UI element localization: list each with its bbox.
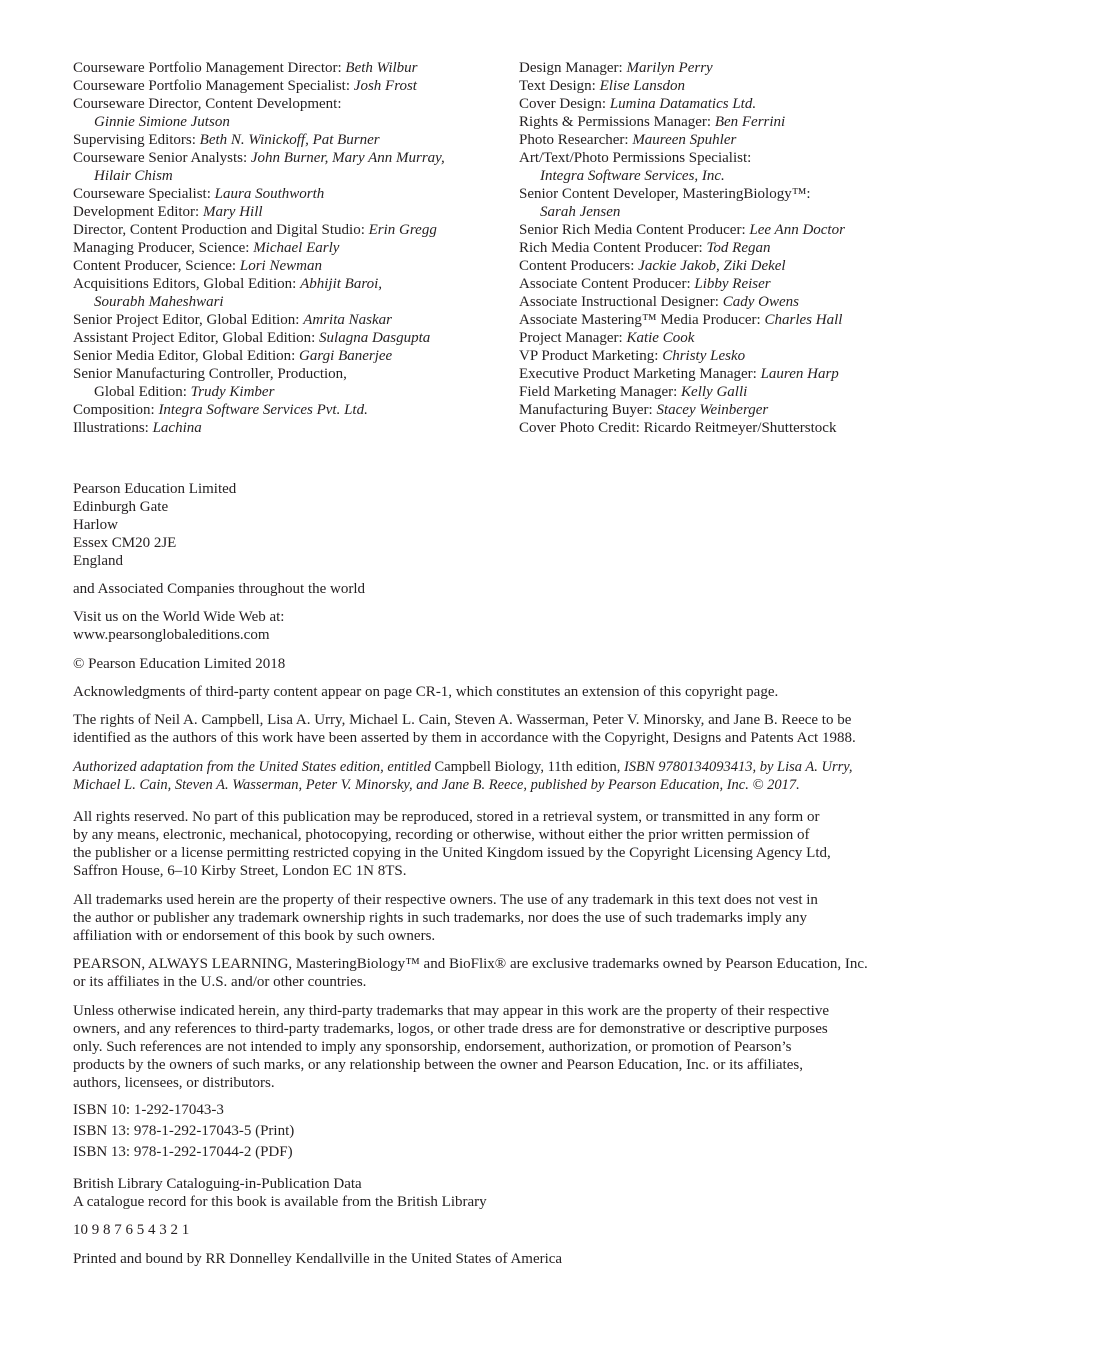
text-line: All trademarks used herein are the property of their respective owners. The use of any trademark in this text does not vest in (73, 892, 818, 908)
text-line: ISBN 13: 978-1-292-17043-5 (Print) (73, 1123, 295, 1139)
copyright-notice (73, 655, 285, 673)
credit-role: Associate Instructional Designer: (519, 294, 723, 310)
credit-name: Lori Newman (239, 258, 322, 274)
credit-role: Assistant Project Editor, Global Edition: (73, 330, 320, 346)
trademarks-paragraph (73, 891, 818, 945)
credit-name: Beth N. Winickoff, Pat Burner (199, 132, 380, 148)
credit-line (73, 95, 445, 113)
text-line: England (73, 553, 123, 569)
credit-line (519, 131, 845, 149)
text-line: products by the owners of such marks, or any relationship between the owner and Pearson Education, Inc. or its affiliates, (73, 1057, 803, 1073)
text-line: www.pearsonglobaleditions.com (73, 627, 270, 643)
credit-role: Rich Media Content Producer: (519, 240, 707, 256)
text-line: British Library Cataloguing-in-Publication Data (73, 1176, 362, 1192)
credit-name: Jackie Jakob, Ziki Dekel (638, 258, 786, 274)
credit-role: Development Editor: (73, 204, 203, 220)
credit-line (519, 329, 845, 347)
text-line: Saffron House, 6–10 Kirby Street, London EC 1N 8TS. (73, 863, 407, 879)
text-line: affiliation with or endorsement of this book by such owners. (73, 928, 436, 944)
credit-role: Senior Content Developer, MasteringBiology™: (519, 186, 811, 202)
credit-name: Lachina (152, 420, 202, 436)
credit-line (519, 365, 845, 383)
credit-line (519, 185, 845, 203)
credit-line (73, 221, 445, 239)
acknowledgments-notice (73, 683, 778, 701)
credits-left-column (73, 59, 445, 437)
credit-name: John Burner, Mary Ann Murray, (250, 150, 445, 166)
credit-role: Field Marketing Manager: (519, 384, 682, 400)
credit-line (73, 329, 445, 347)
website-info (73, 608, 284, 644)
credit-role: VP Product Marketing: (519, 348, 663, 364)
author-rights-paragraph (73, 711, 856, 747)
credit-line (73, 365, 445, 383)
text-line: and Associated Companies throughout the world (73, 581, 366, 597)
credit-name: Erin Gregg (368, 222, 437, 238)
credit-line (73, 185, 445, 203)
text-line: the author or publisher any trademark ownership rights in such trademarks, nor does the use of such trademarks imply any (73, 910, 807, 926)
credit-role: Content Producer, Science: (73, 258, 240, 274)
credit-line (73, 203, 445, 221)
credit-line (73, 239, 445, 257)
credit-name: Hilair Chism (94, 168, 173, 184)
credit-line (519, 149, 845, 167)
credits-right-column (519, 59, 845, 437)
credit-name: Josh Frost (353, 78, 417, 94)
credit-line (519, 239, 845, 257)
text-line: identified as the authors of this work have been asserted by them in accordance with the Copyright, Designs and Patents Act 1988. (73, 730, 856, 746)
credit-name: Elise Lansdon (599, 78, 686, 94)
text-line: ISBN 13: 978-1-292-17044-2 (PDF) (73, 1144, 293, 1160)
credit-line (73, 275, 445, 293)
credit-line (519, 59, 845, 77)
credit-role: Cover Photo Credit: Ricardo Reitmeyer/Shutterstock (519, 420, 837, 436)
credit-role: Art/Text/Photo Permissions Specialist: (519, 150, 752, 166)
credit-role: Courseware Director, Content Development: (73, 96, 342, 112)
credit-name: Sourabh Maheshwari (94, 294, 224, 310)
credit-name: Stacey Weinberger (656, 402, 769, 418)
text-line: authors, licensees, or distributors. (73, 1075, 275, 1091)
book-title: Campbell Biology, 11th edition, (434, 759, 621, 775)
text-line: Visit us on the World Wide Web at: (73, 609, 285, 625)
credit-role: Project Manager: (519, 330, 627, 346)
credit-role: Senior Media Editor, Global Edition: (73, 348, 300, 364)
credit-role: Supervising Editors: (73, 132, 200, 148)
credit-name: Sarah Jensen (540, 204, 621, 220)
credit-line (73, 59, 445, 77)
credit-line (519, 401, 845, 419)
credit-role: Global Edition: (94, 384, 191, 400)
text-line: Edinburgh Gate (73, 499, 169, 515)
credit-role: Design Manager: (519, 60, 627, 76)
text-line: Acknowledgments of third-party content appear on page CR-1, which constitutes an extension of this copyright page. (73, 684, 779, 700)
credit-role: Manufacturing Buyer: (519, 402, 657, 418)
credit-name: Integra Software Services Pvt. Ltd. (158, 402, 368, 418)
credit-role: Rights & Permissions Manager: (519, 114, 715, 130)
credit-line (519, 347, 845, 365)
credit-name: Christy Lesko (662, 348, 746, 364)
credit-name: Michael Early (253, 240, 340, 256)
credit-role: Text Design: (519, 78, 600, 94)
text-line: © Pearson Education Limited 2018 (73, 656, 286, 672)
credit-role: Photo Researcher: (519, 132, 633, 148)
all-rights-paragraph (73, 808, 831, 880)
credit-name: Lee Ann Doctor (749, 222, 845, 238)
credit-line (73, 131, 445, 149)
credit-line (519, 113, 845, 131)
credit-line (519, 257, 845, 275)
text-line: PEARSON, ALWAYS LEARNING, MasteringBiology™ and BioFlix® are exclusive trademarks owned by Pearson Education, Inc. (73, 956, 868, 972)
credit-name: Lauren Harp (760, 366, 839, 382)
credit-name: Maureen Spuhler (632, 132, 737, 148)
credit-name: Abhijit Baroi, (300, 276, 383, 292)
credit-line (73, 383, 445, 401)
credit-name: Beth Wilbur (345, 60, 418, 76)
text-line: Harlow (73, 517, 118, 533)
credit-name: Gargi Banerjee (299, 348, 393, 364)
adaptation-paragraph (73, 758, 853, 794)
credit-role: Managing Producer, Science: (73, 240, 254, 256)
text-line: The rights of Neil A. Campbell, Lisa A. Urry, Michael L. Cain, Steven A. Wasserman, Peter V. Minorsky, and Jane B. Reece to be (73, 712, 852, 728)
text-line: owners, and any references to third-party trademarks, logos, or other trade dress are for demonstrative or descriptive purposes (73, 1021, 828, 1037)
credit-name: Tod Regan (706, 240, 771, 256)
credit-name: Charles Hall (764, 312, 843, 328)
credit-name: Kelly Galli (681, 384, 748, 400)
credit-role: Courseware Portfolio Management Specialist: (73, 78, 354, 94)
credit-line (519, 419, 845, 437)
credit-line (519, 383, 845, 401)
text-line: only. Such references are not intended to imply any sponsorship, endorsement, authorization, or promotion of Pearson’s (73, 1039, 792, 1055)
credit-role: Senior Rich Media Content Producer: (519, 222, 750, 238)
credit-name: Katie Cook (626, 330, 695, 346)
credit-line (73, 167, 445, 185)
text-line: Printed and bound by RR Donnelley Kendallville in the United States of America (73, 1251, 563, 1267)
credit-name: Amrita Naskar (303, 312, 392, 328)
credit-role: Acquisitions Editors, Global Edition: (73, 276, 301, 292)
text-line: A catalogue record for this book is available from the British Library (73, 1194, 487, 1210)
credit-name: Trudy Kimber (190, 384, 275, 400)
credit-role: Senior Project Editor, Global Edition: (73, 312, 304, 328)
credit-name: Laura Southworth (214, 186, 325, 202)
credit-line (519, 77, 845, 95)
text-line: by any means, electronic, mechanical, photocopying, recording or otherwise, without either the prior written permission of (73, 827, 810, 843)
credit-role: Senior Manufacturing Controller, Production, (73, 366, 347, 382)
credit-role: Director, Content Production and Digital Studio: (73, 222, 369, 238)
credit-role: Associate Content Producer: (519, 276, 695, 292)
isbn-list (73, 1100, 294, 1163)
credit-name: Ben Ferrini (714, 114, 786, 130)
text-line: Pearson Education Limited (73, 481, 237, 497)
print-line (73, 1221, 189, 1239)
credit-name: Ginnie Simione Jutson (94, 114, 230, 130)
credit-name: Mary Hill (202, 204, 263, 220)
credit-role: Executive Product Marketing Manager: (519, 366, 761, 382)
text-line: 10 9 8 7 6 5 4 3 2 1 (73, 1222, 190, 1238)
credit-line (73, 347, 445, 365)
text-line: Essex CM20 2JE (73, 535, 177, 551)
credit-role: Composition: (73, 402, 159, 418)
credit-line (73, 311, 445, 329)
credit-line (73, 293, 445, 311)
credit-line (519, 311, 845, 329)
credit-role: Courseware Portfolio Management Director: (73, 60, 346, 76)
credit-line (519, 203, 845, 221)
credit-line (73, 257, 445, 275)
credit-role: Content Producers: (519, 258, 639, 274)
credit-name: Sulagna Dasgupta (319, 330, 431, 346)
credit-name: Marilyn Perry (626, 60, 713, 76)
adaptation-text: Michael L. Cain, Steven A. Wasserman, Peter V. Minorsky, and Jane B. Reece, published by Pearson Education, Inc. © 2017. (73, 777, 800, 793)
printed-by (73, 1250, 562, 1268)
credit-name: Cady Owens (722, 294, 799, 310)
credit-line (73, 77, 445, 95)
publisher-address (73, 480, 236, 570)
associated-companies (73, 580, 365, 598)
credit-role: Courseware Specialist: (73, 186, 215, 202)
text-line: All rights reserved. No part of this publication may be reproduced, stored in a retrieval system, or transmitted in any form or (73, 809, 820, 825)
british-library-data (73, 1175, 487, 1211)
text-line: or its affiliates in the U.S. and/or other countries. (73, 974, 367, 990)
credit-role: Courseware Senior Analysts: (73, 150, 251, 166)
credit-line (519, 221, 845, 239)
pearson-trademarks-paragraph (73, 955, 868, 991)
credit-name: Integra Software Services, Inc. (540, 168, 725, 184)
adaptation-text: Authorized adaptation from the United States edition, entitled (73, 759, 435, 775)
credit-line (73, 419, 445, 437)
text-line: ISBN 10: 1-292-17043-3 (73, 1102, 224, 1118)
third-party-trademarks-paragraph (73, 1002, 829, 1092)
credit-line (73, 401, 445, 419)
credit-role: Cover Design: (519, 96, 610, 112)
text-line: the publisher or a license permitting restricted copying in the United Kingdom issued by the Copyright Licensing Agency Ltd, (73, 845, 831, 861)
credit-line (519, 167, 845, 185)
credit-role: Associate Mastering™ Media Producer: (519, 312, 765, 328)
credit-line (73, 149, 445, 167)
credit-line (519, 95, 845, 113)
credit-line (519, 275, 845, 293)
text-line: Unless otherwise indicated herein, any third-party trademarks that may appear in this work are the property of their respective (73, 1003, 829, 1019)
credit-line (73, 113, 445, 131)
credit-line (519, 293, 845, 311)
credit-name: Libby Reiser (694, 276, 771, 292)
credit-name: Lumina Datamatics Ltd. (609, 96, 757, 112)
adaptation-text: ISBN 9780134093413, by Lisa A. Urry, (620, 759, 853, 775)
credit-role: Illustrations: (73, 420, 153, 436)
